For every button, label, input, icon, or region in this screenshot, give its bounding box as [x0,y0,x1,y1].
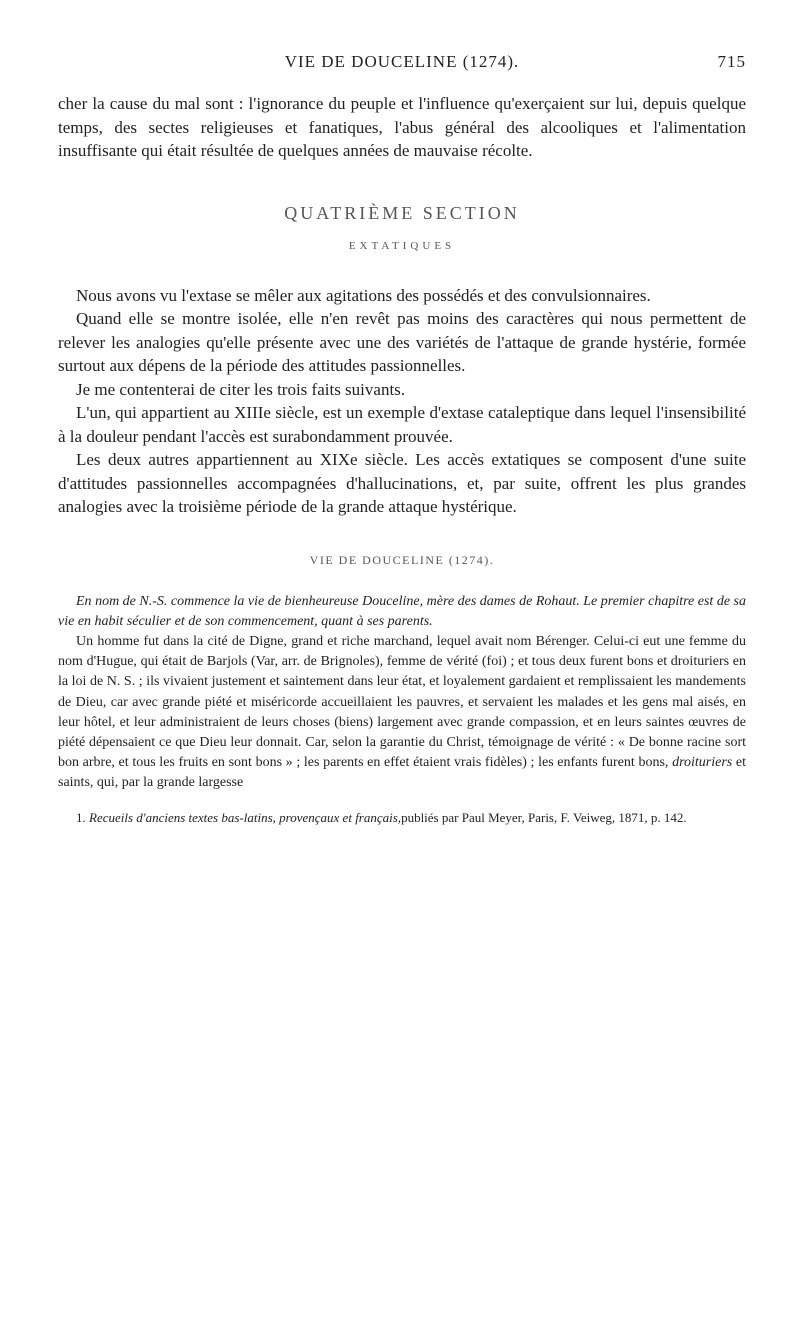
section-title: QUATRIÈME SECTION [284,202,520,223]
section-paragraph: L'un, qui appartient au XIIIe siècle, est un exemple d'extase cataleptique dans lequel l'insensibilité à la douleur pendant l'accès est surabondamment prouvée. [58,403,746,446]
section-subtitle: EXTATIQUES [348,239,456,252]
excerpt-body-start: Un homme fut dans la cité de Digne, grand et riche marchand, lequel avait nom Bérenger. Celui-ci eut une femme du nom d'Hugue, qui était de Barjols (Var, arr. de Brignoles), femme de vérité (foi) ; et tous deux furent bons et droituriers en la loi de N. S. ; ils vivaient justement et saintement dans leur état, et loyalement gardaient et remplissaient les mandements de Dieu, car avec grande piété et miséricorde accueillaient les pauvres, et servaient les malades et les gens mal aisés, en leur hôtel, et leur administraient de leurs choses (biens) largement avec grande compassion, et en leurs saintes œuvres de piété dépensaient ce que Dieu leur donnait. Car, selon la garantie du Christ, témoignage de vérité : « De bonne racine sort bon arbre, et tous les fruits en sont bons » ; les parents en effet étaient vrais fidèles) ; les enfants furent bons, [58,633,746,771]
footnote-source-details: publiés par Paul Meyer, Paris, F. Veiweg, 1871, p. 142. [401,809,687,825]
excerpt-italic-word: droituriers [672,755,733,771]
page-number: 715 [717,52,746,71]
excerpt-body [58,632,746,794]
footnote-marker: 1. [76,809,86,825]
footnote [58,808,746,827]
running-head [58,52,746,92]
excerpt-intro: En nom de N.-S. commence la vie de bienheureuse Douceline, mère des dames de Rohaut. Le premier chapitre est de sa vie en habit séculier et de son commencement, quant à ses parents. [58,593,746,629]
excerpt-title: VIE DE DOUCELINE (1274). [309,552,495,567]
footnote-paragraph [58,808,746,827]
section-body [58,284,746,519]
running-head-title: VIE DE DOUCELINE (1274). [284,52,520,71]
book-page [58,0,746,827]
excerpt-body-end: et saints, qui, par la grande largesse [58,755,746,791]
section-paragraph: Quand elle se montre isolée, elle n'en revêt pas moins des caractères qui nous permettent de relever les analogies qu'elle présente avec une des variétés de l'attaque de grande hystérie, formée surtout aux dépens de la période des attitudes passionnelles. [58,309,746,375]
excerpt-text [58,592,746,794]
section-paragraph: Les deux autres appartiennent au XIXe siècle. Les accès extatiques se composent d'une suite d'attitudes passionnelles accompagnées d'hallucinations, et, par suite, offrent les plus grandes analogies avec la troisième période de la grande attaque hystérique. [58,450,746,516]
footnote-source-title: Recueils d'anciens textes bas-latins, provençaux et français, [89,809,402,825]
section-paragraph: Je me contenterai de citer les trois faits suivants. [76,379,406,399]
section-paragraph: Nous avons vu l'extase se mêler aux agitations des possédés et des convulsionnaires. [76,285,651,305]
main-text [58,92,746,163]
continuation-paragraph: cher la cause du mal sont : l'ignorance du peuple et l'influence qu'exerçaient sur lui, depuis quelque temps, des sectes religieuses et fanatiques, l'abus général des alcooliques et l'alimentation insuffisante qui était résultée de quelques années de mauvaise récolte. [58,94,746,160]
